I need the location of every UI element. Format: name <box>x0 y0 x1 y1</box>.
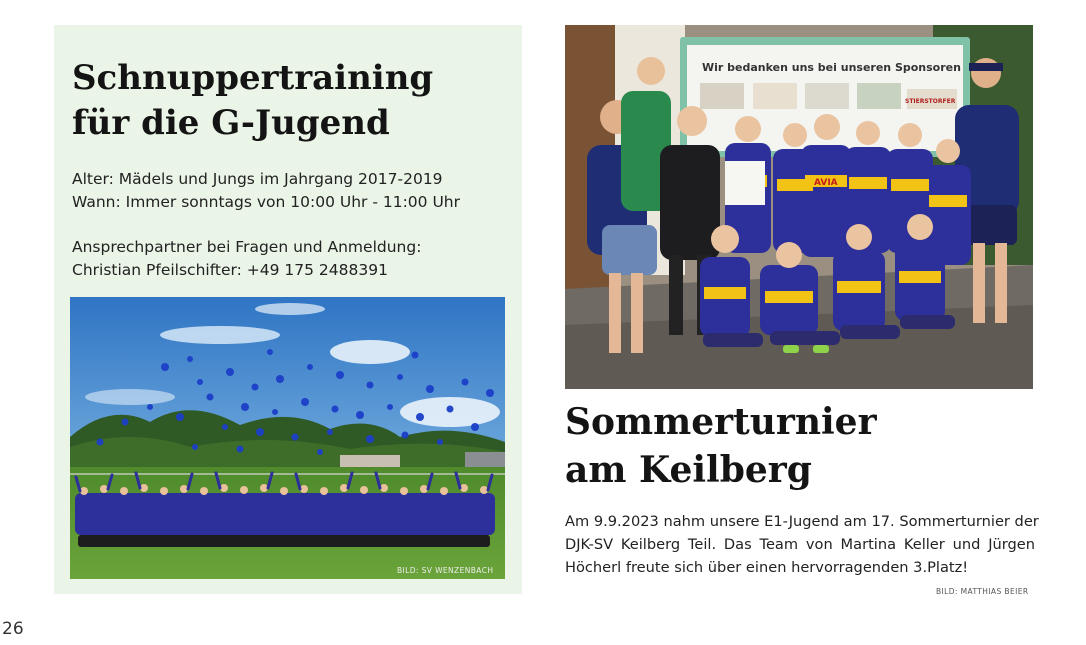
sponsor-banner-text: Wir bedanken uns bei unseren Sponsoren <box>702 61 961 74</box>
body-line-2: DJK-SV Keilberg Teil. Das Team von Martina Keller und Jürgen <box>565 536 1035 553</box>
jersey-sponsor-text: AVIA <box>814 178 838 188</box>
tournament-team-photo <box>565 25 1033 389</box>
left-photo-credit: BILD: SV WENZENBACH <box>397 566 494 575</box>
right-title-line-1: Sommerturnier <box>565 401 877 443</box>
page-number: 26 <box>2 619 24 639</box>
sponsor-tag-text: STIERSTORFER <box>905 98 956 105</box>
age-line: Alter: Mädels und Jungs im Jahrgang 2017-2019 <box>72 170 443 188</box>
left-title-line-1: Schnuppertraining <box>72 58 434 98</box>
right-article-title <box>565 398 1025 494</box>
right-photo-credit: BILD: MATTHIAS BEIER <box>936 587 1029 596</box>
contact-line-1: Ansprechpartner bei Fragen und Anmeldung: <box>72 238 422 256</box>
balloon-team-photo <box>70 297 505 579</box>
body-line-1: Am 9.9.2023 nahm unsere E1-Jugend am 17. Sommerturnier der <box>565 513 1039 530</box>
when-line: Wann: Immer sonntags von 10:00 Uhr - 11:00 Uhr <box>72 193 460 211</box>
left-article-title <box>72 56 512 146</box>
body-line-3: Höcherl freute sich über einen hervorragenden 3.Platz! <box>565 559 969 576</box>
right-title-line-2: am Keilberg <box>565 449 812 491</box>
right-article-body <box>565 510 1039 579</box>
contact-line-2: Christian Pfeilschifter: +49 175 2488391 <box>72 261 388 279</box>
contact-details <box>72 236 421 282</box>
left-title-line-2: für die G-Jugend <box>72 103 390 143</box>
training-details <box>72 168 460 214</box>
